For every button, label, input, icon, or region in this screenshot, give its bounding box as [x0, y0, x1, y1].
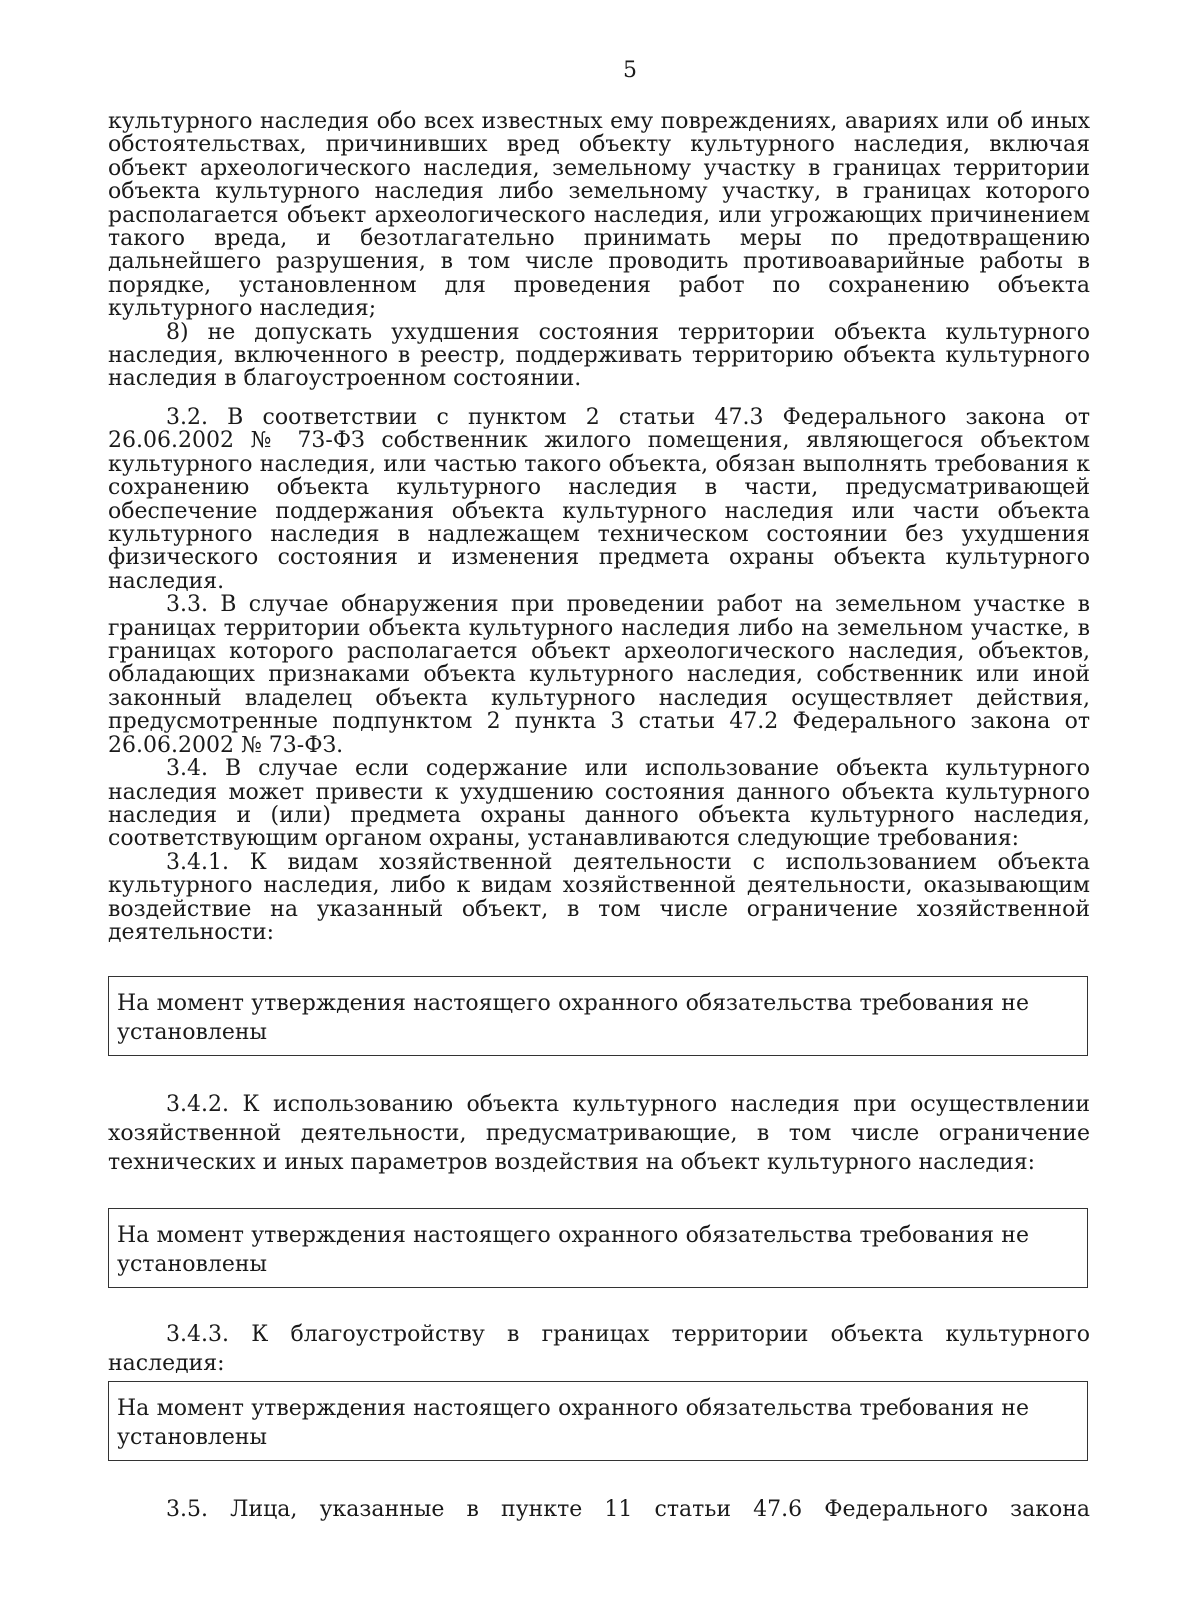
paragraph-3-4-1: 3.4.1. К видам хозяйственной деятельности с использованием объекта культурного наследия, либо к видам хозяйственной деятельности, оказывающим воздействие на указанный объект, в том числе ограничение хозяйственной деятельности:	[108, 849, 1090, 945]
requirements-box-1	[108, 976, 1088, 1056]
requirements-box-2	[108, 1208, 1088, 1288]
text-block-3-4-3	[108, 1320, 1090, 1378]
text-block-obligations	[108, 110, 1090, 391]
paragraph-3-2: 3.2. В соответствии с пунктом 2 статьи 47.3 Федерального закона от 26.06.2002 № 73-ФЗ собственник жилого помещения, являющегося объектом культурного наследия, или частью такого объекта, обязан выполнять требования к сохранению объекта культурного наследия в части, предусматривающей обеспечение поддержания объекта культурного наследия или части объекта культурного наследия в надлежащем техническом состоянии без ухудшения физического состояния и изменения предмета охраны объекта культурного наследия.	[108, 405, 1090, 594]
requirements-box-2-text: На момент утверждения настоящего охранного обязательства требования не установлены	[117, 1223, 1029, 1277]
paragraph-3-4-2: 3.4.2. К использованию объекта культурного наследия при осуществлении хозяйственной деятельности, предусматривающие, в том числе ограничение технических и иных параметров воздействия на объект культурного наследия:	[108, 1092, 1090, 1175]
paragraph-3-5: 3.5. Лица, указанные в пункте 11 статьи 47.6 Федерального закона	[166, 1497, 1090, 1522]
requirements-box-3-text: На момент утверждения настоящего охранного обязательства требования не установлены	[117, 1396, 1029, 1450]
paragraph-item-8: 8) не допускать ухудшения состояния территории объекта культурного наследия, включенного в реестр, поддерживать территорию объекта культурного наследия в благоустроенном состоянии.	[108, 319, 1090, 392]
requirements-box-1-text: На момент утверждения настоящего охранного обязательства требования не установлены	[117, 991, 1029, 1045]
paragraph-3-3: 3.3. В случае обнаружения при проведении работ на земельном участке в границах территории объекта культурного наследия либо на земельном участке, в границах которого располагается объект археологического наследия, объектов, обладающих признаками объекта культурного наследия, собственник или иной законный владелец объекта культурного наследия осуществляет действия, предусмотренные подпунктом 2 пункта 3 статьи 47.2 Федерального закона от 26.06.2002 № 73-ФЗ.	[108, 592, 1090, 758]
text-block-section-3	[108, 406, 1090, 944]
paragraph-3-4: 3.4. В случае если содержание или использование объекта культурного наследия может привести к ухудшению состояния данного объекта культурного наследия и (или) предмета охраны данного объекта культурного наследия, соответствующим органом охраны, устанавливаются следующие требования:	[108, 756, 1090, 852]
requirements-box-3	[108, 1381, 1088, 1461]
paragraph-continuation: культурного наследия обо всех известных ему повреждениях, авариях или об иных обстоятельствах, причинивших вред объекту культурного наследия, включая объект археологического наследия, земельному участку в границах территории объекта культурного наследия либо земельному участку, в границах которого располагается объект археологического наследия, или угрожающих причинением такого вреда, и безотлагательно принимать меры по предотвращению дальнейшего разрушения, в том числе проводить противоаварийные работы в порядке, установленном для проведения работ по сохранению объекта культурного наследия;	[108, 109, 1090, 322]
text-block-3-5	[108, 1495, 1090, 1524]
paragraph-3-4-3: 3.4.3. К благоустройству в границах территории объекта культурного наследия:	[108, 1322, 1090, 1376]
page-number: 5	[623, 58, 637, 83]
text-block-3-4-2	[108, 1090, 1090, 1177]
